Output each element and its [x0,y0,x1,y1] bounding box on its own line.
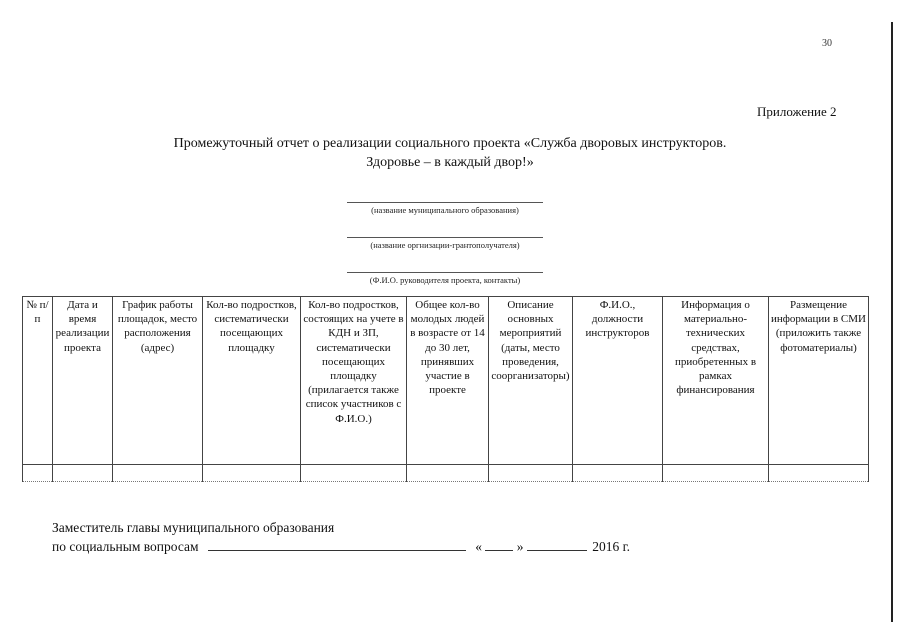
date-quote-open: « [475,539,483,554]
manager-caption: (Ф.И.О. руководителя проекта, контакты) [369,275,521,285]
table-cell [573,465,663,482]
table-cell [53,465,113,482]
table-cell [663,465,769,482]
day-blank [485,538,513,551]
signature-blank [208,538,466,551]
municipality-blank-line [347,202,543,203]
column-header: Размещение информации в СМИ (приложить также фотоматериалы) [769,297,869,465]
column-header: Общее кол-во молодых людей в возрасте от 14 до 30 лет, принявших участие в проекте [407,297,489,465]
column-header: Кол-во подростков, систематически посещающих площадку [203,297,301,465]
report-title-line-2: Здоровье – в каждый двор!» [366,155,534,170]
table-cell [407,465,489,482]
signature-line [52,538,630,555]
year-text: 2016 г. [592,539,631,554]
table-row [23,465,869,482]
page-edge-line [891,22,893,622]
month-blank [527,538,587,551]
table-cell [769,465,869,482]
table-cell [203,465,301,482]
column-header: Информация о материально-технических средствах, приобретенных в рамках финансирования [663,297,769,465]
column-header: Ф.И.О., должности инструкторов [573,297,663,465]
column-header: График работы площадок, место расположения (адрес) [113,297,203,465]
appendix-label: Приложение 2 [757,104,837,119]
column-header: Описание основных мероприятий (даты, место проведения, соорганизаторы) [489,297,573,465]
column-header: Дата и время реализации проекта [53,297,113,465]
table-cell [113,465,203,482]
column-header: № п/п [23,297,53,465]
organization-blank-line [347,237,543,238]
report-table [22,296,869,482]
manager-blank-line [347,272,543,273]
report-title-line-1: Промежуточный отчет о реализации социального проекта «Служба дворовых инструкторов. [173,136,727,151]
signature-position-continued: по социальным вопросам [52,539,199,554]
page-number: 30 [822,38,832,49]
table-header-row [23,297,869,465]
table-cell [489,465,573,482]
column-header: Кол-во подростков, состоящих на учете в КДН и ЗП, систематически посещающих площадку (прилагается также список участников с Ф.И.О.) [301,297,407,465]
table-cell [23,465,53,482]
organization-caption: (название оргнизации-грантополучателя) [370,240,520,250]
municipality-caption: (название муниципального образования) [371,205,519,215]
table-cell [301,465,407,482]
signature-position-line: Заместитель главы муниципального образования [52,520,335,535]
date-quote-close: » [516,539,524,554]
